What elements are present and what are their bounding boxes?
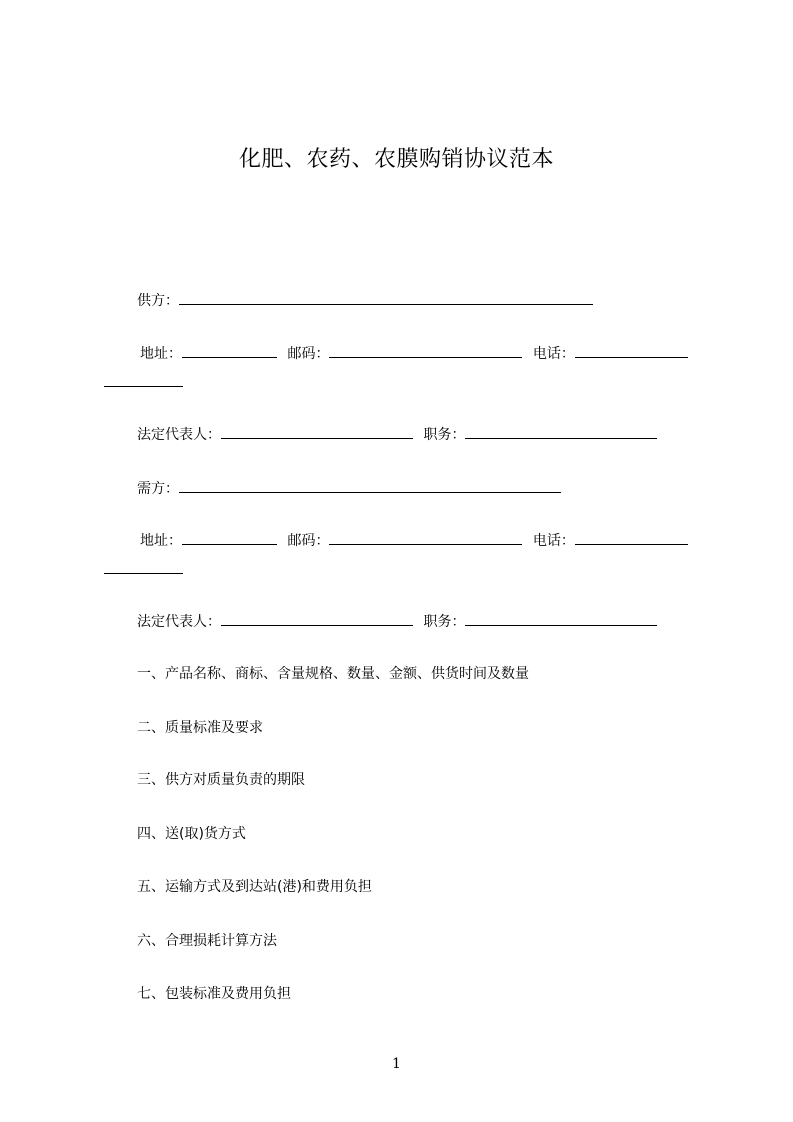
page-number: 1: [392, 1056, 401, 1072]
buyer-position-blank[interactable]: [465, 611, 657, 626]
position-label: 职务：: [423, 614, 466, 630]
buyer-legal-rep-blank[interactable]: [221, 611, 413, 626]
postcode-label: 邮码：: [287, 346, 330, 362]
clause-heading: 七、包装标准及费用负担: [137, 986, 291, 1002]
phone-label: 电话：: [532, 346, 575, 362]
supplier-label: 供方：: [137, 293, 179, 309]
supplier-address-blank[interactable]: [182, 343, 277, 358]
clause-heading: 五、运输方式及到达站(港)和费用负担: [137, 879, 372, 895]
supplier-address-line: [140, 343, 688, 364]
clause-heading: 一、产品名称、商标、含量规格、数量、金额、供货时间及数量: [137, 666, 529, 682]
postcode-label: 邮码：: [287, 533, 330, 549]
clause-heading: 三、供方对质量负责的期限: [137, 772, 305, 788]
phone-label: 电话：: [532, 533, 575, 549]
position-label: 职务：: [423, 427, 466, 443]
buyer-line: [137, 478, 561, 499]
document-title: 化肥、农药、农膜购销协议范本: [238, 147, 554, 172]
buyer-blank[interactable]: [179, 478, 561, 493]
buyer-label: 需方：: [137, 481, 179, 497]
supplier-line: [137, 290, 593, 311]
clause-heading: 二、质量标准及要求: [137, 720, 263, 736]
supplier-postcode-blank[interactable]: [329, 343, 522, 358]
legal-rep-label: 法定代表人：: [137, 614, 221, 630]
supplier-blank[interactable]: [179, 290, 593, 305]
supplier-position-blank[interactable]: [465, 424, 657, 439]
buyer-address-blank[interactable]: [182, 530, 277, 545]
clause-heading: 四、送(取)货方式: [137, 826, 246, 842]
supplier-phone-blank-continued[interactable]: [104, 386, 183, 387]
buyer-legal-rep-line: [137, 611, 657, 632]
legal-rep-label: 法定代表人：: [137, 427, 221, 443]
buyer-postcode-blank[interactable]: [329, 530, 522, 545]
buyer-phone-blank[interactable]: [575, 530, 688, 545]
address-label: 地址：: [140, 533, 182, 549]
buyer-address-line: [140, 530, 688, 551]
clause-heading: 六、合理损耗计算方法: [137, 933, 277, 949]
buyer-phone-blank-continued[interactable]: [104, 573, 183, 574]
supplier-legal-rep-blank[interactable]: [221, 424, 413, 439]
address-label: 地址：: [140, 346, 182, 362]
supplier-phone-blank[interactable]: [575, 343, 688, 358]
supplier-legal-rep-line: [137, 424, 657, 445]
